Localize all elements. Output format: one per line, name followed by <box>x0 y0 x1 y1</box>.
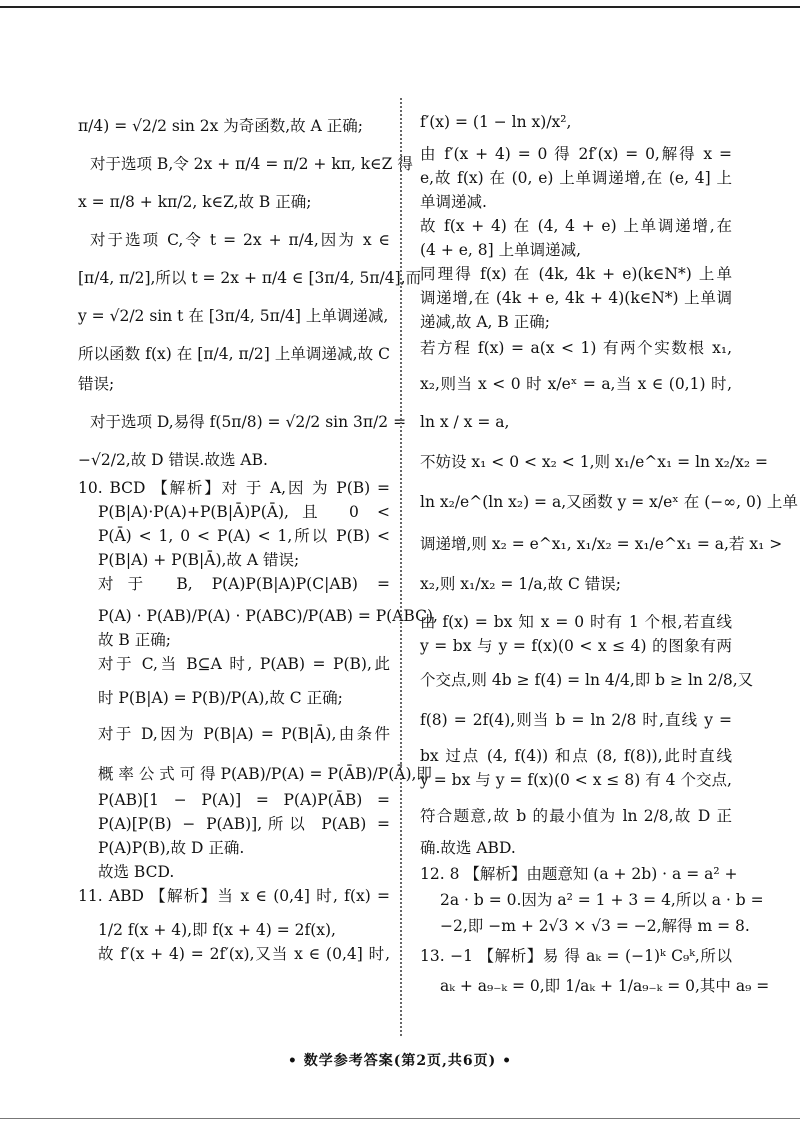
page-footer: • 数学参考答案(第2页,共6页) • <box>287 1053 513 1069</box>
text-line: 11. ABD 【解析】当 x ∈ (0,4] 时, f(x) = <box>78 887 390 905</box>
text-line: aₖ + a₉₋ₖ = 0,即 1/aₖ + 1/a₉₋ₖ = 0,其中 a₉ = <box>440 977 770 995</box>
text-line: 确.故选 ABD. <box>420 839 516 857</box>
text-line: f(8) = 2f(4),则当 b = ln 2/8 时,直线 y = <box>420 711 732 729</box>
text-line: P(AB)[1 − P(A)] = P(A)P(ĀB) = <box>98 791 390 809</box>
text-line: 时 P(B|A) = P(B)/P(A),故 C 正确; <box>98 689 343 707</box>
text-line: π/4) = √2/2 sin 2x 为奇函数,故 A 正确; <box>78 117 363 135</box>
text-line: (4 + e, 8] 上单调递减, <box>420 241 582 259</box>
text-line: bx 过点 (4, f(4)) 和点 (8, f(8)),此时直线 <box>420 747 732 765</box>
text-line: 故 B 正确; <box>98 631 171 649</box>
text-line: 不妨设 x₁ < 0 < x₂ < 1,则 x₁/e^x₁ = ln x₂/x₂ = <box>420 453 768 471</box>
text-line: 对于选项 B,令 2x + π/4 = π/2 + kπ, k∈Z 得 <box>90 155 413 173</box>
text-line: P(B|A) + P(B|Ā),故 A 错误; <box>98 551 300 569</box>
text-line: 对于 B, P(A)P(B|A)P(C|AB) = <box>98 575 390 593</box>
right-column <box>420 103 798 997</box>
bottom-rule <box>0 1118 800 1119</box>
text-line: 对于选项 C,令 t = 2x + π/4,因为 x ∈ <box>90 231 390 249</box>
text-line: 调递增,在 (4k + e, 4k + 4)(k∈N*) 上单调 <box>420 289 732 307</box>
text-line: 故 f′(x + 4) = 2f′(x),又当 x ∈ (0,4] 时, <box>98 945 390 963</box>
text-line: 个交点,则 4b ≥ f(4) = ln 4/4,即 b ≥ ln 2/8,又 <box>420 671 754 689</box>
text-line: y = bx 与 y = f(x)(0 < x ≤ 8) 有 4 个交点, <box>420 771 732 789</box>
text-line: 若方程 f(x) = a(x < 1) 有两个实数根 x₁, <box>420 339 732 357</box>
text-line: x₂,则当 x < 0 时 x/eˣ = a,当 x ∈ (0,1) 时, <box>420 375 732 393</box>
text-line: 由 f′(x + 4) = 0 得 2f′(x) = 0,解得 x = <box>420 145 732 163</box>
text-line: −√2/2,故 D 错误.故选 AB. <box>78 451 268 469</box>
text-line: P(B|A)·P(A)+P(B|Ā)P(Ā),且 0 < <box>98 503 390 521</box>
text-line: ln x / x = a, <box>420 413 510 431</box>
text-line: −2,即 −m + 2√3 × √3 = −2,解得 m = 8. <box>440 917 750 935</box>
text-line: f′(x) = (1 − ln x)/x², <box>420 113 572 131</box>
text-line: 概 率 公 式 可 得 P(AB)/P(A) = P(ĀB)/P(Ā),即 <box>98 765 432 783</box>
text-line: P(A) · P(AB)/P(A) · P(ABC)/P(AB) = P(ABC), <box>98 607 438 625</box>
text-line: y = bx 与 y = f(x)(0 < x ≤ 4) 的图象有两 <box>420 637 732 655</box>
text-line: 所以函数 f(x) 在 [π/4, π/2] 上单调递减,故 C <box>78 345 390 363</box>
text-line: 13. −1 【解析】易 得 aₖ = (−1)ᵏ C₉ᵏ,所以 <box>420 947 732 965</box>
text-line: 1/2 f(x + 4),即 f(x + 4) = 2f(x), <box>98 921 336 939</box>
text-line: 由 f(x) = bx 知 x = 0 时有 1 个根,若直线 <box>420 613 732 631</box>
text-line: 单调递减. <box>420 193 487 211</box>
text-line: y = √2/2 sin t 在 [3π/4, 5π/4] 上单调递减, <box>78 307 389 325</box>
text-line: 对于选项 D,易得 f(5π/8) = √2/2 sin 3π/2 = <box>90 413 407 431</box>
text-line: x₂,则 x₁/x₂ = 1/a,故 C 错误; <box>420 575 621 593</box>
text-line: 10. BCD 【解析】对 于 A,因 为 P(B) = <box>78 479 390 497</box>
text-line: 12. 8 【解析】由题意知 (a + 2b) · a = a² + <box>420 865 738 883</box>
text-line: P(A)[P(B) − P(AB)],所以 P(AB) = <box>98 815 390 833</box>
text-line: [π/4, π/2],所以 t = 2x + π/4 ∈ [3π/4, 5π/4],而 <box>78 269 422 287</box>
text-line: 故 f(x + 4) 在 (4, 4 + e) 上单调递增,在 <box>420 217 732 235</box>
text-line: P(A)P(B),故 D 正确. <box>98 839 245 857</box>
left-column <box>78 103 438 965</box>
text-line: P(Ā) < 1, 0 < P(A) < 1,所以 P(B) < <box>98 527 390 545</box>
text-line: 符合题意,故 b 的最小值为 ln 2/8,故 D 正 <box>420 807 732 825</box>
text-line: 对于 D,因为 P(B|A) = P(B|Ā),由条件 <box>98 725 390 743</box>
text-line: x = π/8 + kπ/2, k∈Z,故 B 正确; <box>78 193 312 211</box>
column-divider <box>400 98 402 1036</box>
text-line: 错误; <box>78 375 115 393</box>
text-line: 同理得 f(x) 在 (4k, 4k + e)(k∈N*) 上单 <box>420 265 732 283</box>
text-line: 对于 C,当 B⊆A 时, P(AB) = P(B),此 <box>98 655 390 673</box>
text-line: ln x₂/e^(ln x₂) = a,又函数 y = x/eˣ 在 (−∞, 0) 上单 <box>420 493 798 511</box>
text-line: e,故 f(x) 在 (0, e) 上单调递增,在 (e, 4] 上 <box>420 169 732 187</box>
text-line: 递减,故 A, B 正确; <box>420 313 550 331</box>
text-line: 2a · b = 0.因为 a² = 1 + 3 = 4,所以 a · b = <box>440 891 764 909</box>
text-line: 故选 BCD. <box>98 863 175 881</box>
text-line: 调递增,则 x₂ = e^x₁, x₁/x₂ = x₁/e^x₁ = a,若 x₁ > <box>420 535 783 553</box>
top-rule <box>0 6 800 8</box>
